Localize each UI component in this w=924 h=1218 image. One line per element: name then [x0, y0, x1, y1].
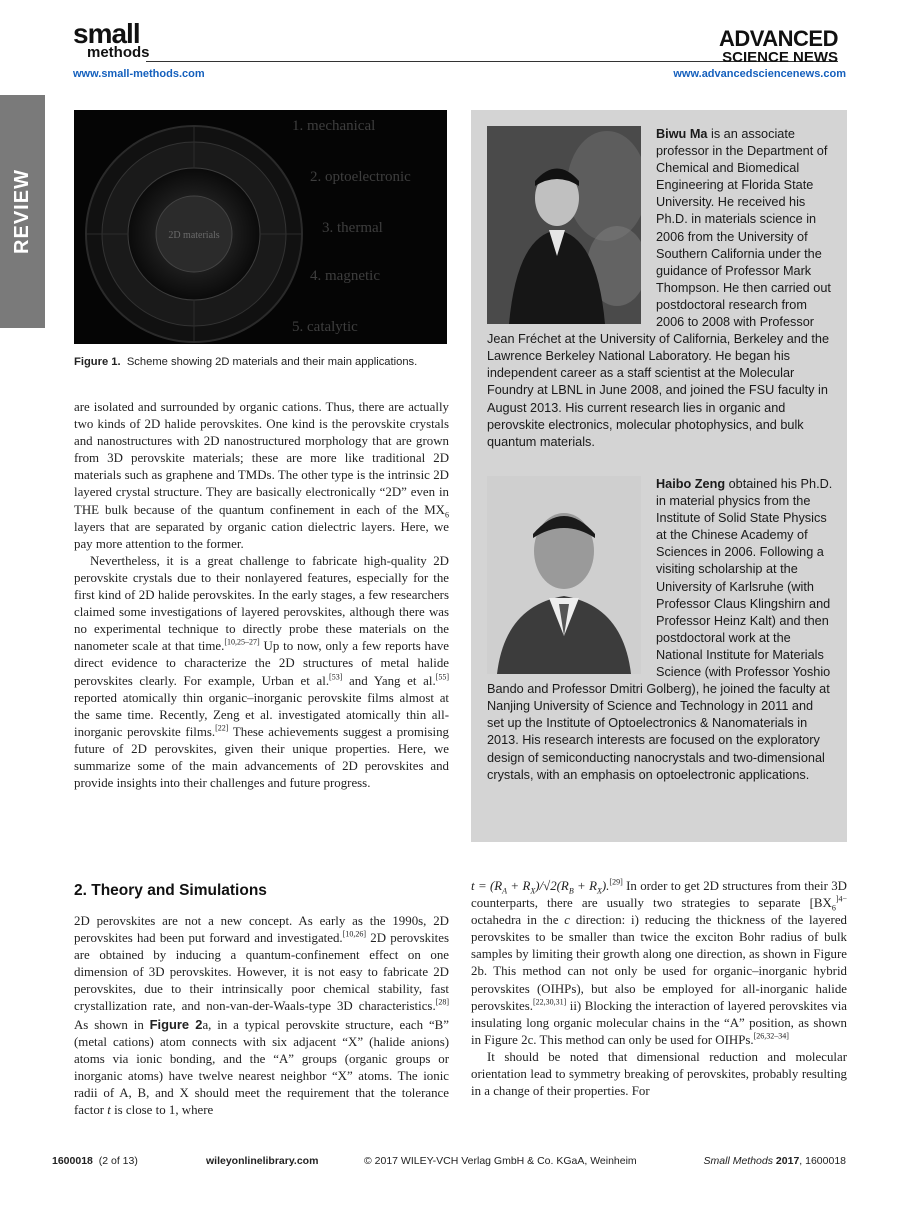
citation: [22] [215, 723, 229, 733]
figure-1-image [74, 110, 447, 344]
figure-app-1: 1. mechanical [292, 118, 376, 134]
footer-journal-ref: Small Methods 2017, 1600018 [703, 1155, 846, 1167]
footer-article-id: 1600018 (2 of 13) [52, 1155, 138, 1167]
paragraph: 2D perovskites are not a new concept. As early as the 1990s, 2D perovskites had been put forward and investigated.[10,26] 2D perovskites are obtained by inducing a quantum-confinement effect on one dimension of 3D perovskites. However, it is not easy to fabricate 2D perovskites, due to their intrinsically poor chemical stability, fast crystallization rate, and non-van-der-Waals-type 3D characteristics.[28] As shown in Figure 2a, in a typical perovskite structure, each “B” (metal cations) atom connects with six adjacent “X” (halide anions) atoms via ionic bonding, and the “A” groups (organic groups or inorganic atoms) have twelve nearest neighbor “X” atoms. The ionic radii of A, B, and X should meet the requirement that the tolerance factor t is close to 1, where [74, 914, 450, 1118]
figure-center-label: 2D materials [168, 230, 220, 241]
citation: [53] [329, 672, 343, 682]
publisher-url-link[interactable]: www.advancedsciencenews.com [673, 68, 846, 80]
citation: [22,30,31] [532, 997, 567, 1007]
publisher-logo [719, 28, 838, 65]
figure-app-3: 3. thermal [322, 220, 383, 236]
journal-url-link[interactable]: www.small-methods.com [73, 68, 205, 80]
bio-name: Haibo Zeng [656, 477, 726, 491]
citation: [10,26] [342, 929, 366, 939]
figure-caption-label: Figure 1. [74, 356, 121, 368]
review-tab-label: REVIEW [11, 169, 33, 254]
figure-caption-text: Scheme showing 2D materials and their main applications. [126, 356, 418, 368]
journal-logo-small: small [73, 18, 140, 49]
left-column-text [74, 399, 449, 792]
publisher-logo-science-news: SCIENCE NEWS [722, 49, 838, 66]
figure-app-2: 2. optoelectronic [310, 169, 411, 185]
publisher-logo-advanced: ADVANCED [718, 26, 838, 51]
figure-app-5: 5. catalytic [292, 319, 358, 335]
figure-1-scheme [74, 110, 447, 344]
author-photo-haibo-zeng [487, 476, 641, 674]
citation: [10,25–27] [224, 638, 260, 648]
figure-reference[interactable]: Figure 2 [149, 1016, 203, 1032]
citation: [55] [435, 672, 449, 682]
journal-logo [73, 20, 150, 60]
section2-right-text [471, 878, 847, 1100]
paragraph: are isolated and surrounded by organic cations. Thus, there are actually two kinds of 2D halide perovskites. One kind is the perovskite crystals and nanostructures with 2D nanostructured morphology that are grown from 3D perovskite materials; these are more like traditional 2D materials such as graphene and TMDs. The other type is the intrinsic 2D layered crystal structure. They are basically electronically “2D” even in THE bulk because of the quantum confinement in each of the $MX_6$ layers that are separated by organic cation dielectric layers. Here, we pay more attention to the former. [74, 400, 449, 551]
bio-name: Biwu Ma [656, 127, 708, 141]
figure-app-4: 4. magnetic [310, 268, 380, 284]
paragraph: It should be noted that dimensional reduction and molecular orientation lead to symmetry breaking of perovskites, probably resulting in a change of their properties. For [471, 1049, 847, 1099]
citation: [26,32–34] [753, 1031, 789, 1041]
bio-biwu-ma: Biwu Ma is an associate professor in the Department of Chemical and Biomedical Engineering at Florida State University. He received his Ph.D. in materials science in 2006 from the University of Southern California under the guidance of Professor Mark Thompson. He then carried out postdoctoral research from 2006 to 2008 with Professor Jean Fréchet at the University of California, Berkeley and the Lawrence Berkeley National Laboratory. He began his independent career as a staff scientist at the Molecular Foundry at LBNL in June 2008, and joined the FSU faculty in August 2013. His current research lies in organic and perovskite electronics, molecular photophysics, and bulk quantum materials. [487, 127, 831, 449]
citation: [28] [435, 998, 449, 1008]
section-heading: 2. Theory and Simulations [74, 882, 267, 899]
review-side-tab [0, 95, 45, 328]
figure-1-caption [74, 356, 454, 368]
paragraph: Nevertheless, it is a great challenge to fabricate high-quality 2D perovskite crystals due to their nonlayered features, especially for the first kind of 2D halide perovskites. In the early stages, a few researchers claimed some investigations of layered perovskites, although there was no experimental technique to directly probe these materials on the nanometer scale at that time.[10,25–27] Up to now, only a few reports have direct evidence to characterize the 2D structures of metal halide perovskites clearly. For example, Urban et al.[53] and Yang et al.[55] reported atomically thin organic–inorganic perovskite films almost at the same time. Recently, Zeng et al. investigated atomically thin all-inorganic perovskite films.[22] These achievements suggest a promising future of 2D perovskites, given their unique properties. Here, we summarize some of the main advancements of 2D perovskites and provide insights into their challenges and future progress. [74, 553, 450, 791]
footer-copyright: © 2017 WILEY-VCH Verlag GmbH & Co. KGaA, Weinheim [364, 1155, 637, 1167]
citation: [29] [609, 877, 623, 887]
footer-site-link[interactable]: wileyonlinelibrary.com [206, 1155, 319, 1167]
author-photo-biwu-ma [487, 126, 641, 324]
bio-haibo-zeng: Haibo Zeng obtained his Ph.D. in material physics from the Institute of Solid State Physics at the Chinese Academy of Sciences in 2006. Following a visiting scholarship at the University of Karlsruhe (with Professor Claus Klingshirn and Professor Heinz Kalt) and then postdoctoral work at the National Institute for Materials Science (with Professor Yoshio Bando and Professor Dmitri Golberg), he joined the faculty at Nanjing University of Science and Technology in 2011 and set up the Institute of Optoelectronics & Nanomaterials in 2013. His research interests are focused on the exploratory design of semiconducting nanocrystals and two-dimensional crystals, with an emphasis on optoelectronic applications. [487, 477, 833, 782]
section2-left-text [74, 913, 449, 1119]
author-bio-box [471, 110, 847, 842]
paragraph: $t = (R_A + R_X)/√2(R_B + R_X).[29]$ In order to get 2D structures from their 3D counterparts, there are usually two strategies to separate [$BX_6^{]4-}$ octahedra in the c direction: i) reducing the thickness of the layered perovskites to be smaller than twice the exciton Bohr radius of bulk samples by limiting their growth along one direction, as shown in Figure 2b. This method can not only be used for organic–inorganic hybrid perovskites (OIHPs), but also be employed for all-inorganic halide perovskites.[22,30,31] ii) Blocking the interaction of layered perovskites via insulating long organic molecular chains in the “A” position, as shown in Figure 2c. This method can only be used for OIHPs.[26,32–34] [471, 877, 847, 1047]
journal-logo-methods: methods [87, 44, 150, 61]
